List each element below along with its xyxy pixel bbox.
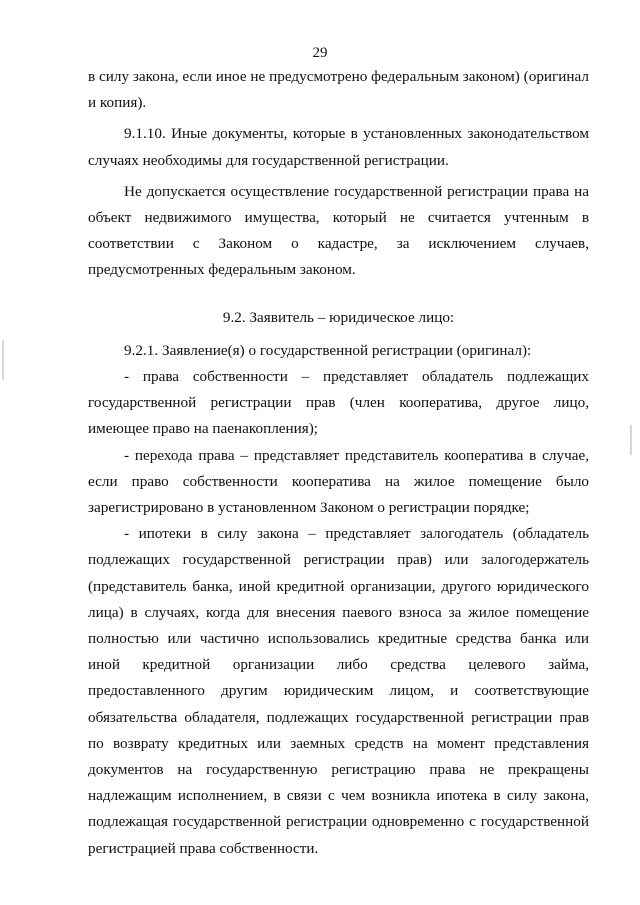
list-item-mortgage: - ипотеки в силу закона – представляет залогодатель (обладатель подлежащих государственной регистрации прав) или залогодержатель (представитель банка, иной кредитной организации, другого юридического лица) в случаях, когда для внесения паевого взноса за жилое помещение полностью или частично использовались кредитные средства банка или иной кредитной организации либо средства целевого займа, предоставленного другим юридическим лицом, и соответствующие обязательства обладателя, подлежащих государственной регистрации прав по возврату кредитных или заемных средств на момент представления документов на государственную регистрацию права не прекращены надлежащим исполнением, в связи с чем возникла ипотека в силу закона, подлежащая государственной регистрации одновременно с государственной регистрацией права собственности.	[88, 525, 589, 857]
paragraph-restriction: Не допускается осуществление государственной регистрации права на объект недвижимого имущества, который не считается учтенным в соответствии с Законом о кадастре, за исключением случаев, предусмотренных федеральным законом.	[88, 182, 589, 279]
page-number: 29	[312, 45, 328, 61]
paragraph-continuation: в силу закона, если иное не предусмотрено федеральным законом) (оригинал и копия).	[88, 68, 589, 112]
section-heading-9-2: 9.2. Заявитель – юридическое лицо:	[222, 308, 455, 326]
document-body	[88, 64, 589, 862]
list-item-ownership-right: - права собственности – представляет обладатель подлежащих государственной регистрации прав (член кооператива, другое лицо, имеющее право на паенакопления);	[88, 368, 589, 438]
scan-edge-mark	[2, 340, 4, 380]
paragraph-9-1-10: 9.1.10. Иные документы, которые в установленных законодательством случаях необходимы для государственной регистрации.	[88, 125, 589, 169]
scan-edge-mark	[630, 425, 632, 455]
list-item-transfer-right: - перехода права – представляет представитель кооператива в случае, если право собственности кооператива на жилое помещение было зарегистрировано в установленном Законом о регистрации порядке;	[88, 446, 589, 517]
paragraph-9-2-1: 9.2.1. Заявление(я) о государственной регистрации (оригинал):	[124, 341, 532, 359]
